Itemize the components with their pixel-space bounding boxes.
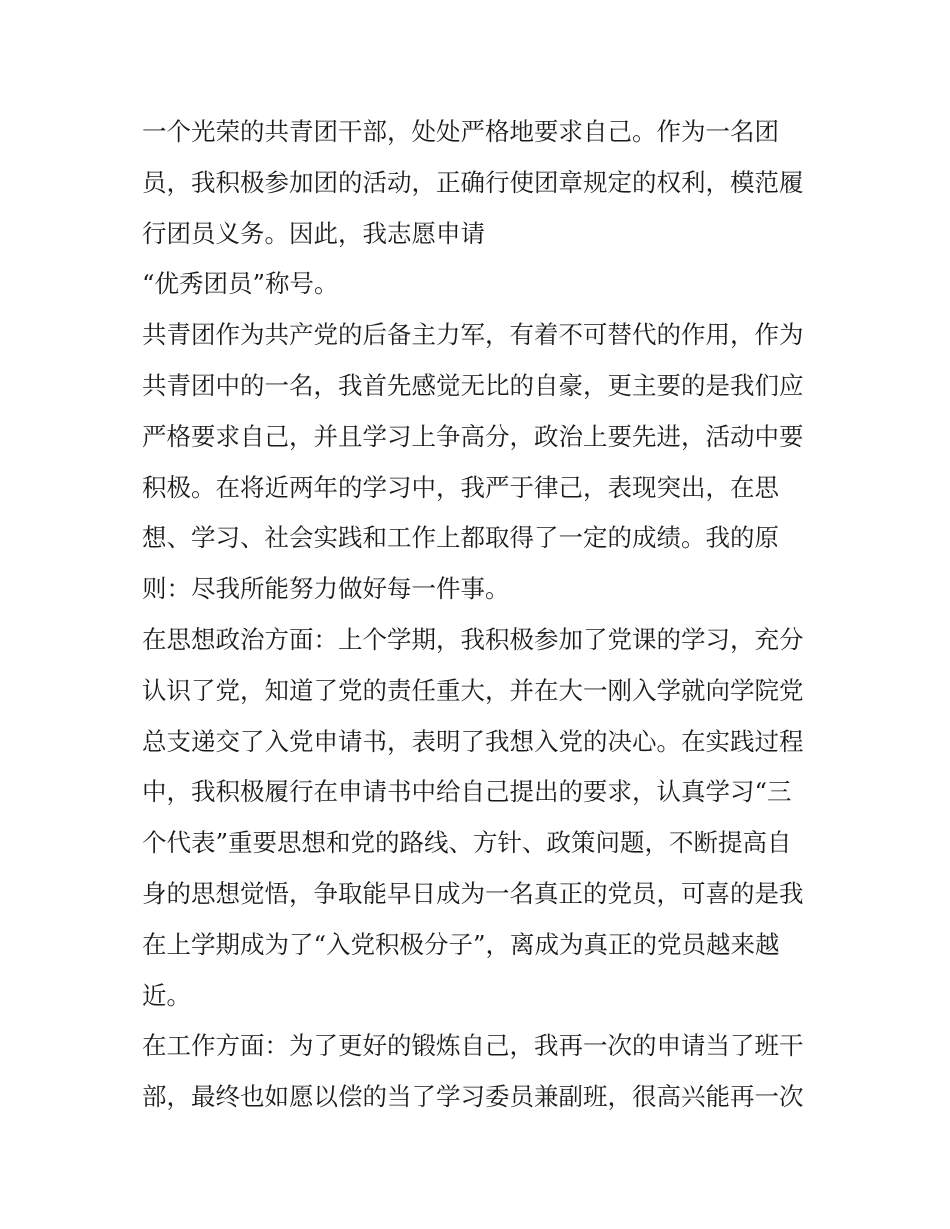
text-line: 个代表”重要思想和党的路线、方针、政策问题，不断提高自 bbox=[142, 828, 792, 858]
text-line: 共青团中的一名，我首先感觉无比的自豪，更主要的是我们应 bbox=[142, 370, 804, 400]
text-line: 在上学期成为了“入党积极分子”，离成为真正的党员越来越 bbox=[142, 929, 780, 959]
document-body bbox=[142, 107, 822, 1123]
text-line: 在工作方面：为了更好的锻炼自己，我再一次的申请当了班干 bbox=[142, 1031, 804, 1061]
text-line: 中，我积极履行在申请书中给自己提出的要求，认真学习“三 bbox=[142, 777, 792, 807]
text-line: 身的思想觉悟，争取能早日成为一名真正的党员，可喜的是我 bbox=[142, 878, 804, 908]
text-line: “优秀团员”称号。 bbox=[142, 269, 339, 299]
text-line: 认识了党，知道了党的责任重大，并在大一刚入学就向学院党 bbox=[142, 675, 804, 705]
text-line: 积极。在将近两年的学习中，我严于律己，表现突出，在思 bbox=[142, 472, 779, 502]
text-line: 想、学习、社会实践和工作上都取得了一定的成绩。我的原 bbox=[142, 523, 779, 553]
text-line: 一个光荣的共青团干部，处处严格地要求自己。作为一名团 bbox=[142, 117, 779, 146]
text-line: 近。 bbox=[142, 980, 191, 1010]
text-line: 在思想政治方面：上个学期，我积极参加了党课的学习，充分 bbox=[142, 624, 804, 654]
text-line: 员，我积极参加团的活动，正确行使团章规定的权利，模范履 bbox=[142, 167, 804, 197]
text-line: 严格要求自己，并且学习上争高分，政治上要先进，活动中要 bbox=[142, 421, 804, 451]
text-line: 共青团作为共产党的后备主力军，有着不可替代的作用，作为 bbox=[142, 320, 804, 350]
text-line: 则：尽我所能努力做好每一件事。 bbox=[142, 574, 510, 604]
text-line: 行团员义务。因此，我志愿申请 bbox=[142, 218, 485, 248]
text-line: 部，最终也如愿以偿的当了学习委员兼副班，很高兴能再一次 bbox=[142, 1082, 804, 1112]
text-line: 总支递交了入党申请书，表明了我想入党的决心。在实践过程 bbox=[142, 726, 804, 756]
